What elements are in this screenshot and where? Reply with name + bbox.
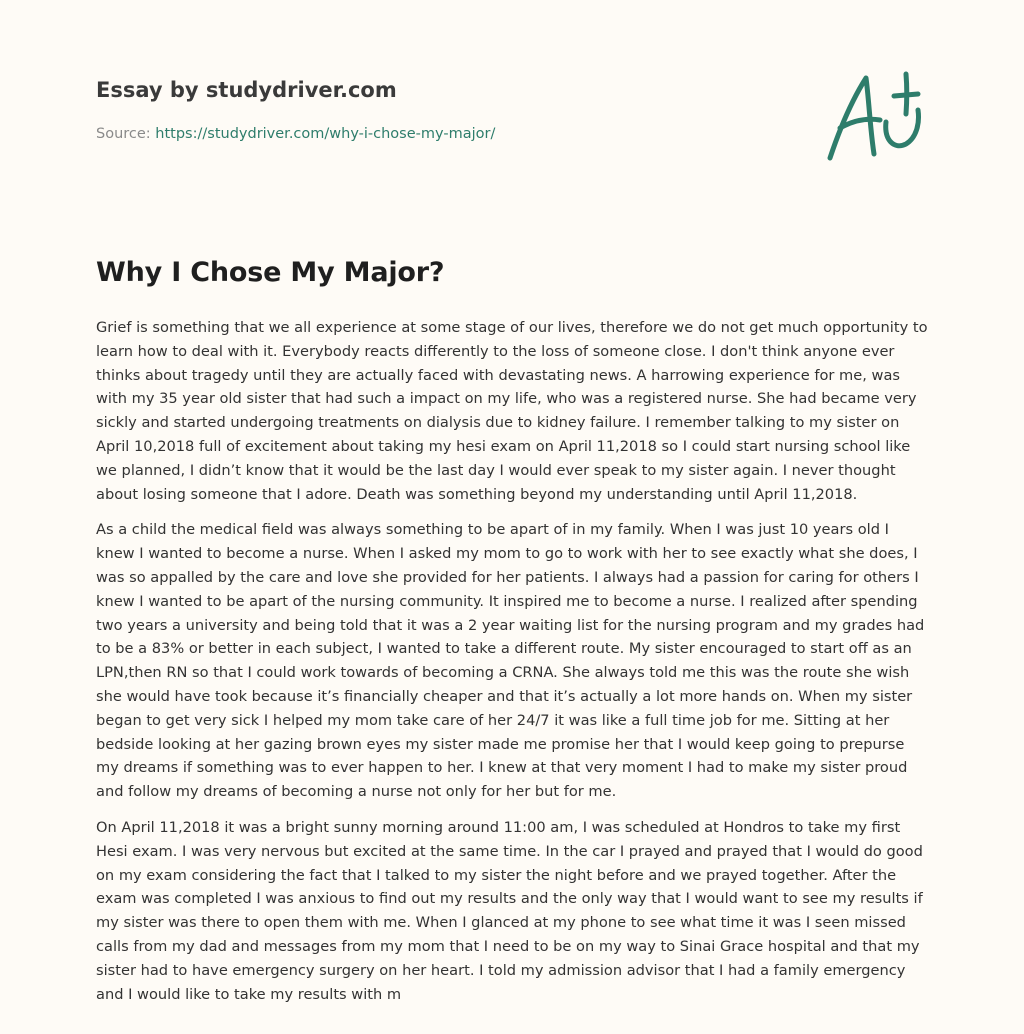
paragraph: As a child the medical field was always something to be apart of in my family. When I was just 10 years old I knew I wanted to become a nurse. When I asked my mom to go to work with her to see exactly what she does, I was so appalled by the care and love she provided for her patients. I always had a passion for caring for others I knew I wanted to be apart of the nursing community. It inspired me to become a nurse. I realized after spending two years a university and being told that it was a 2 year waiting list for the nursing program and my grades had to be a 83% or better in each subject, I wanted to take a different route. My sister encouraged to start off as an LPN,then RN so that I could work towards of becoming a CRNA. She always told me this was the route she wish she would have took because it’s financially cheaper and that it’s actually a lot more hands on. When my sister began to get very sick I helped my mom take care of her 24/7 it was like a full time job for me. Sitting at her bedside looking at her gazing brown eyes my sister made me promise her that I would keep going to prepurse my dreams if something was to ever happen to her. I knew at that very moment I had to make my sister proud and follow my dreams of becoming a nurse not only for her but for me. bbox=[96, 521, 925, 801]
paragraph: Grief is something that we all experience at some stage of our lives, therefore we do not get much opportunity to learn how to deal with it. Everybody reacts differently to the loss of someone close. I don't think anyone ever thinks about tragedy until they are actually faced with devastating news. A harrowing experience for me, was with my 35 year old sister that had such a impact on my life, who was a registered nurse. She had became very sickly and started undergoing treatments on dialysis due to kidney failure. I remember talking to my sister on April 10,2018 full of excitement about taking my hesi exam on April 11,2018 so I could start nursing school like we planned, I didn’t know that it would be the last day I would ever speak to my sister again. I never thought about losing someone that I adore. Death was something beyond my understanding until April 11,2018. bbox=[96, 319, 928, 503]
source-link[interactable]: https://studydriver.com/why-i-chose-my-major/ bbox=[155, 126, 496, 142]
paragraph: On April 11,2018 it was a bright sunny morning around 11:00 am, I was scheduled at Hondros to take my first Hesi exam. I was very nervous but excited at the same time. In the car I prayed and prayed that I would do good on my exam considering the fact that I talked to my sister the night before and we prayed together. After the exam was completed I was anxious to find out my results and the only way that I would want to see my results if my sister was there to open them with me. When I glanced at my phone to see what time it was I seen missed calls from my dad and messages from my mom that I need to be on my way to Sinai Grace hospital and that my sister had to have emergency surgery on her heart. I told my admission advisor that I had a family emergency and I would like to take my results with m bbox=[96, 818, 923, 1003]
a-plus-logo-icon bbox=[822, 66, 932, 166]
source-label: Source: bbox=[96, 126, 156, 142]
essay-title: Why I Chose My Major? bbox=[96, 257, 445, 288]
essay-body bbox=[96, 316, 931, 1018]
site-title: Essay by studydriver.com bbox=[96, 78, 397, 102]
essay-header bbox=[96, 76, 816, 144]
source-line bbox=[96, 124, 816, 144]
